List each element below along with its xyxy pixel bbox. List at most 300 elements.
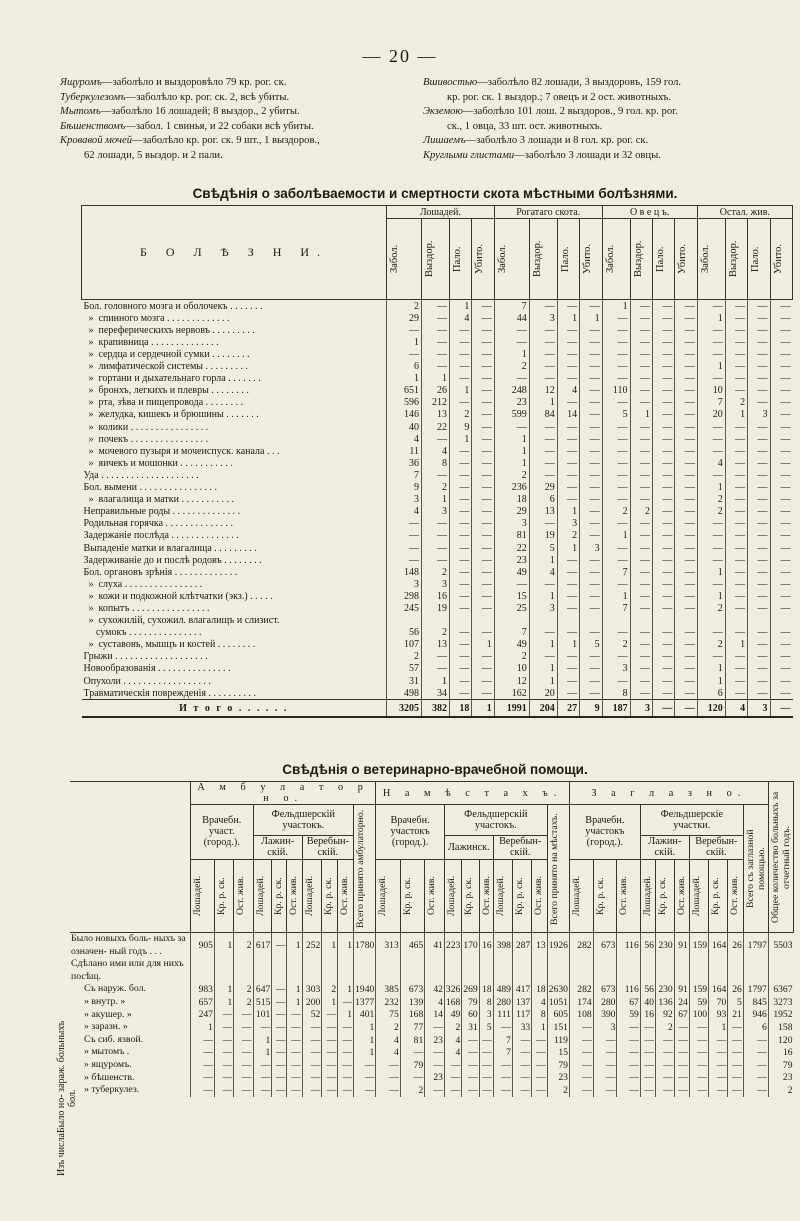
cell: — [557,651,579,663]
cell: — [770,675,792,687]
cell: — [630,554,652,566]
cell: — [529,578,557,590]
subcol-head [675,219,697,300]
cell: — [302,1072,322,1085]
cell: — [602,397,630,409]
cell: — [728,1059,744,1072]
table-row [82,457,793,469]
cell: 1926 [547,933,569,959]
disease-name: » переферическихъ нервовъ . . . . . . . . . [83,324,255,336]
cell: 119 [547,1034,569,1047]
cell: — [675,324,697,336]
cell: — [387,348,422,360]
cell: 29 [529,482,557,494]
cell: — [593,1034,617,1047]
cell: 401 [354,1009,376,1022]
cell: — [422,324,450,336]
cell: 93 [709,1009,728,1022]
cell: 168 [445,996,461,1008]
cell: 1 [529,675,557,687]
cell: 651 [387,385,422,397]
cell [689,958,708,983]
note-left-line [60,134,390,149]
table-row [70,1009,794,1022]
table-row [82,639,793,651]
cell: — [234,1034,253,1047]
subcol-label: Забол. [496,244,508,274]
cell: 1 [450,385,472,397]
note-right-line [423,149,778,164]
cell: 18 [479,983,493,996]
cell: — [617,1034,640,1047]
cell: 2 [494,361,529,373]
note-text: —заболѣло кр. рог. ск. 2, всѣ убиты. [125,91,290,103]
subcol-head [272,859,287,932]
cell: — [725,663,747,675]
cell: — [725,494,747,506]
cell: 20 [697,409,725,421]
disease-name: » сухожилій, сухожил. влагалищъ и слизист. [83,615,280,627]
cell: 56 [387,627,422,639]
cell: — [302,1034,322,1047]
cell: 151 [547,1021,569,1034]
cell: 845 [743,996,768,1009]
cell: — [748,639,770,651]
cell: 282 [569,983,593,996]
note-text: —заболѣло 101 лош. 2 выздоров., 9 гол. кр. рог. [462,106,678,117]
table-row [70,983,794,996]
table-row [70,1021,794,1034]
cell: — [748,348,770,360]
row-label: » мытомъ . [84,1046,130,1058]
cell: — [287,1084,302,1097]
cell: — [602,482,630,494]
subcol-label: Выздор. [727,240,739,278]
cell: 13 [422,409,450,421]
cell: 248 [494,385,529,397]
subcol-head [580,219,602,300]
total-cell: 4 [725,700,747,718]
cell: 79 [547,1059,569,1072]
table-row [82,566,793,578]
cell: 983 [191,983,215,996]
cell: — [675,675,697,687]
table1-title: Свѣдѣнія о заболѣваемости и смертности скота мѣстными болѣзнями. [192,186,678,201]
subcol-label: Лошадей. [445,875,457,916]
cell: — [472,518,494,530]
cell: 1 [214,933,233,959]
cell: 92 [655,1009,674,1022]
disease-name: Опухоли . . . . . . . . . . . . . . . . . . [83,675,211,687]
cell: — [709,1072,728,1085]
cell: 1 [422,675,450,687]
cell: 107 [387,639,422,651]
cell: — [630,687,652,700]
cell: — [529,445,557,457]
cell: 1 [529,663,557,675]
cell: 52 [302,1009,322,1022]
cell: — [462,1034,479,1047]
group-cattle: Рогатаго скота. [494,206,602,219]
note-right-line [423,120,778,135]
note-left-line [60,91,390,106]
row-label: Сдѣлано ими или для нихъ посѣщ. [71,958,184,982]
cell: — [462,1059,479,1072]
cell: — [422,542,450,554]
cell: — [770,385,792,397]
cell [444,958,461,983]
cell: — [472,627,494,639]
cell: — [472,312,494,324]
cell: — [697,421,725,433]
cell: — [652,324,674,336]
cell: — [697,348,725,360]
cell: — [450,457,472,469]
cell: — [580,518,602,530]
cell: — [580,687,602,700]
cell: — [770,300,792,313]
subcol-head [697,219,725,300]
cell: 6 [743,1021,768,1034]
cell: 2 [234,996,253,1009]
table-row [82,397,793,409]
disease-name: » крапивница . . . . . . . . . . . . . . [83,336,219,348]
table-row [82,518,793,530]
cell: 2 [376,1021,400,1034]
cell: 230 [655,983,674,996]
cell: 1797 [743,933,768,959]
cell: — [479,1046,493,1059]
cell: — [529,433,557,445]
total-cell: 382 [422,700,450,718]
cell: — [450,348,472,360]
cell: — [748,397,770,409]
cell: 40 [640,996,655,1009]
cell: 1 [602,530,630,542]
cell [322,958,338,983]
cell [602,615,630,627]
cell: — [652,506,674,518]
cell: 1 [338,983,354,996]
cell: — [214,1009,233,1022]
subcol-label: Ост. жив. [729,876,741,916]
cell: — [557,663,579,675]
cell: — [400,1072,424,1085]
cell: — [770,324,792,336]
cell: — [770,518,792,530]
cell: 2 [400,1084,424,1097]
cell: 4 [425,996,445,1009]
cell: — [743,1034,768,1047]
note-text: —заболѣло 82 лошади, 3 выздоровъ, 159 гол. [477,77,682,88]
cell [728,958,744,983]
cell: 1 [697,590,725,602]
cell: — [630,663,652,675]
cell: 1 [287,996,302,1009]
amb-total-head [354,805,376,933]
cell: — [287,1021,302,1034]
amb-lazh: Лажин- скій. [253,835,302,859]
cell: — [322,1034,338,1047]
total-cell: 1 [472,700,494,718]
cell: — [472,348,494,360]
cell: 26 [422,385,450,397]
cell: — [422,554,450,566]
cell: 3 [529,602,557,614]
cell [479,958,493,983]
cell [640,958,655,983]
subcol-head [234,859,253,932]
cell: — [472,433,494,445]
cell: — [602,542,630,554]
cell: — [529,469,557,481]
cell: — [422,469,450,481]
cell: — [674,1046,689,1059]
cell: 8 [532,1009,548,1022]
cell: — [472,554,494,566]
mest-vrach: Врачебн. участокъ (город.). [376,805,445,860]
cell: 84 [529,409,557,421]
cell: — [557,300,579,313]
cell: — [770,494,792,506]
cell: — [494,373,529,385]
subcol-label: Убито. [772,244,784,275]
cell: — [580,373,602,385]
row-label: Было новыхъ боль- ныхъ за означен- ный годъ . . . [71,933,186,957]
cell: — [234,1009,253,1022]
cell: — [725,385,747,397]
cell: 34 [422,687,450,700]
cell: 10 [494,663,529,675]
zagl-lazh: Лажин- скій. [640,835,689,859]
cell: 7 [387,469,422,481]
subcol-label: Лошадей. [192,875,203,916]
cell: 5503 [768,933,793,959]
cell: 1 [630,409,652,421]
cell: — [675,433,697,445]
cell [617,958,640,983]
cell: — [472,445,494,457]
cell: 236 [494,482,529,494]
cell: — [354,1072,376,1085]
cell: 1 [191,1021,215,1034]
cell: — [272,1046,287,1059]
cell: 60 [462,1009,479,1022]
cell: — [748,518,770,530]
cell: 12 [494,675,529,687]
cell: — [725,506,747,518]
cell: — [689,1021,708,1034]
cell: 1780 [354,933,376,959]
cell: — [617,1084,640,1097]
cell: — [725,566,747,578]
cell [472,615,494,627]
cell: 159 [689,983,708,996]
cell: — [580,530,602,542]
cell: 1 [697,361,725,373]
mest-total-head [547,805,569,933]
cell: — [425,1046,445,1059]
cell: 36 [387,457,422,469]
cell: — [748,445,770,457]
table-row [82,602,793,614]
cell: — [512,1046,531,1059]
table-row [70,1046,794,1059]
cell: — [652,590,674,602]
cell: 3 [748,409,770,421]
table-row [82,506,793,518]
cell: — [725,482,747,494]
table-row [82,433,793,445]
row-label: » бѣшенств. [84,1071,135,1083]
cell: — [580,385,602,397]
cell: — [697,651,725,663]
cell: — [630,651,652,663]
cell: — [748,590,770,602]
table-row [70,1034,794,1047]
cell: — [253,1059,272,1072]
cell: — [652,639,674,651]
cell: — [234,1059,253,1072]
disease-name: Задерживаніе до и послѣ родовъ . . . . . . . . [83,554,262,566]
cell: 2 [697,639,725,651]
disease-name: Выпаденіе матки и влагалища . . . . . . . . . [83,542,257,554]
cell: 2 [387,651,422,663]
cell: 4 [697,457,725,469]
cell: 26 [728,983,744,996]
cell: — [652,312,674,324]
cell: — [689,1072,708,1085]
table-row [82,482,793,494]
subcol-head [748,219,770,300]
cell: — [743,1059,768,1072]
cell: 5 [602,409,630,421]
cell: 1 [532,1021,548,1034]
subcol-label: Кр. р. ск. [710,876,722,915]
cell: — [675,663,697,675]
cell: 6367 [768,983,793,996]
cell: — [748,651,770,663]
cell: — [748,542,770,554]
subcol-label: Лошадей. [690,875,702,916]
subcol-label: Лошадей. [377,875,389,916]
cell: 5 [580,639,602,651]
cell: 2 [697,506,725,518]
cell: 1 [725,639,747,651]
note-right-line [423,91,778,106]
cell: 1377 [355,996,375,1008]
cell: — [450,324,472,336]
note-term: Кровавой мочей [60,135,132,146]
cell: — [725,457,747,469]
cell: 77 [400,1021,424,1034]
cell: — [450,602,472,614]
cell: — [472,602,494,614]
disease-name: Неправильные роды . . . . . . . . . . . . . . [83,506,241,518]
cell: — [630,397,652,409]
cell: 120 [768,1034,793,1047]
cell: — [354,1084,376,1097]
cell: — [450,590,472,602]
cell: 19 [422,602,450,614]
cell: — [697,433,725,445]
subcol-label: Кр. р. ск. [401,876,413,915]
cell: 4 [529,566,557,578]
cell: — [214,1046,233,1059]
cell: — [472,494,494,506]
cell: 3 [557,518,579,530]
cell: — [580,469,602,481]
cell: — [675,348,697,360]
cell: 67 [674,1009,689,1022]
notes-left [60,76,390,163]
cell: 5 [529,542,557,554]
cell: 3 [494,518,529,530]
cell: — [214,1059,233,1072]
cell: 3273 [768,996,793,1009]
cell: 23 [494,554,529,566]
cell: 1 [557,639,579,651]
cell: — [450,578,472,590]
cell: 2 [602,506,630,518]
cell: — [697,542,725,554]
disease-name: сумокъ . . . . . . . . . . . . . . . [83,627,202,639]
cell: 3 [479,1009,493,1022]
cell: — [748,385,770,397]
cell: 16 [479,933,493,959]
cell: — [450,675,472,687]
side-label: Изъ числаБыло но- зараж. больныхъ бол. [56,1020,78,1176]
cell: — [675,409,697,421]
cell: — [557,675,579,687]
cell: — [725,627,747,639]
cell: — [376,1072,400,1085]
cell: — [770,651,792,663]
table-row [82,324,793,336]
cell: — [602,421,630,433]
table-row [82,542,793,554]
cell: — [748,627,770,639]
cell: — [472,482,494,494]
cell: 617 [253,933,272,959]
cell: — [287,1072,302,1085]
cell: — [450,663,472,675]
cell: — [748,457,770,469]
total-cell: — [770,700,792,718]
cell: 3 [602,663,630,675]
cell: 1797 [743,983,768,996]
cell: 280 [593,996,617,1009]
total-cell: — [675,700,697,718]
cell: 91 [674,983,689,996]
cell: — [287,1009,302,1022]
cell: 42 [425,983,445,996]
cell: 2 [547,1084,569,1097]
note-term: Бѣшенствомъ [60,120,126,132]
cell: — [580,590,602,602]
cell: 1 [494,433,529,445]
cell: 4 [444,1034,461,1047]
cell: — [387,518,422,530]
amb-feld: Фельдшерскій участокъ. [253,805,354,836]
cell: — [655,1059,674,1072]
cell: — [674,1034,689,1047]
cell: — [302,1046,322,1059]
cell: — [387,324,422,336]
table-row [82,530,793,542]
cell: — [725,433,747,445]
group-absentee: З а г л а з н о. [569,782,768,805]
